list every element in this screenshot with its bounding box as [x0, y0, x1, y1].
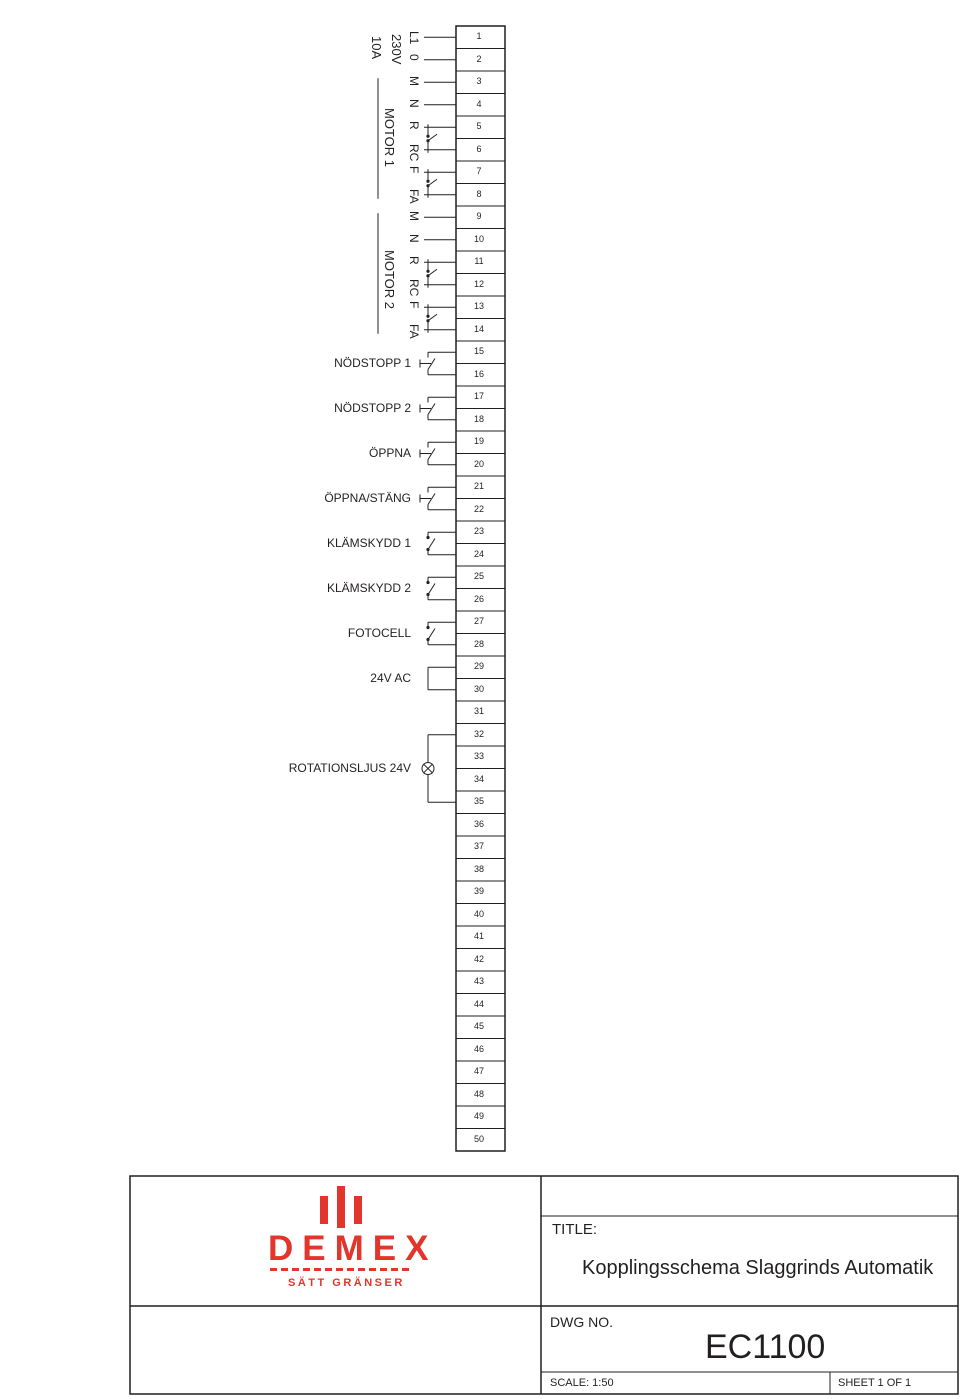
terminal-number: 22 — [473, 503, 484, 514]
terminal-number: 19 — [473, 436, 484, 447]
terminal-number: 1 — [476, 31, 482, 42]
device-label: ÖPPNA/STÄNG — [324, 490, 411, 505]
relay-contact-blade — [428, 134, 437, 141]
wire-label: FA — [407, 323, 421, 339]
terminal-number: 50 — [473, 1133, 484, 1144]
terminal-number: 13 — [473, 301, 484, 312]
relay-contact-dot — [426, 274, 429, 277]
terminal-number: 21 — [473, 481, 484, 492]
wires — [424, 37, 456, 802]
terminal-number: 32 — [473, 728, 484, 739]
logo-tagline: SÄTT GRÄNSER — [288, 1277, 405, 1289]
terminal-number: 48 — [473, 1088, 484, 1099]
terminal-number: 16 — [473, 368, 484, 379]
title-block-outline — [130, 1176, 958, 1394]
terminal-number: 28 — [473, 638, 484, 649]
wire-label: M — [407, 76, 421, 87]
terminal-number: 11 — [474, 256, 484, 267]
terminal-number: 44 — [473, 998, 484, 1009]
switch-blade — [428, 629, 435, 640]
motor1-group-label: MOTOR 1 — [382, 108, 397, 167]
contact-dot — [426, 548, 429, 551]
wire-label: FA — [407, 188, 421, 204]
supply-voltage-label: 230V — [389, 34, 404, 65]
relay-contact-dot — [426, 180, 429, 183]
terminal-number: 36 — [473, 818, 484, 829]
title-label: TITLE: — [552, 1221, 598, 1238]
device-label: NÖDSTOPP 1 — [334, 355, 411, 370]
terminal-number: 8 — [476, 188, 482, 199]
terminal-number: 29 — [473, 661, 484, 672]
terminal-number: 31 — [473, 706, 484, 717]
terminal-number: 7 — [476, 166, 482, 177]
device-label: ROTATIONSLJUS 24V — [288, 760, 411, 775]
logo-bar — [354, 1196, 362, 1224]
drawing-title: Kopplingsschema Slaggrinds Automatik — [582, 1257, 934, 1279]
terminal-number: 41 — [473, 931, 484, 942]
scale-label: SCALE: 1:50 — [550, 1377, 614, 1389]
terminal-number: 37 — [473, 841, 484, 852]
terminal-number: 10 — [473, 233, 484, 244]
terminal-number: 12 — [473, 278, 484, 289]
logo-bar — [320, 1196, 328, 1224]
contact-dot — [426, 638, 429, 641]
wire-label: F — [407, 301, 421, 309]
relay-contact-blade — [428, 314, 437, 321]
motor2-group-label: MOTOR 2 — [382, 250, 397, 309]
dwg-no-label: DWG NO. — [550, 1314, 613, 1330]
switch-blade — [428, 539, 435, 550]
terminal-number: 3 — [476, 76, 482, 87]
device-label: NÖDSTOPP 2 — [334, 400, 411, 415]
terminal-number: 4 — [476, 98, 482, 109]
terminal-number: 35 — [473, 796, 484, 807]
device-label: FOTOCELL — [347, 625, 411, 640]
relay-contact-blade — [428, 269, 437, 276]
terminal-number: 15 — [473, 346, 484, 357]
wire-label: M — [407, 211, 421, 222]
wire-label: L1 — [407, 31, 421, 45]
contact-dot — [426, 593, 429, 596]
contact-dot — [426, 581, 429, 584]
device-label: ÖPPNA — [368, 445, 411, 460]
terminal-number: 38 — [473, 863, 484, 874]
terminal-number: 25 — [473, 571, 484, 582]
terminal-number: 49 — [473, 1111, 484, 1122]
terminal-number: 33 — [473, 751, 484, 762]
wire-label: F — [407, 166, 421, 174]
wire-label: R — [407, 121, 421, 130]
terminal-number: 47 — [473, 1066, 484, 1077]
terminal-number: 14 — [473, 323, 484, 334]
terminal-number: 43 — [473, 976, 484, 987]
wire-label: RC — [407, 278, 421, 297]
terminal-number: 34 — [473, 773, 484, 784]
device-label: KLÄMSKYDD 2 — [326, 580, 411, 595]
dwg-number: EC1100 — [705, 1328, 826, 1366]
contact-dot — [426, 626, 429, 629]
relay-contact-dot — [426, 184, 429, 187]
terminal-number: 46 — [473, 1043, 484, 1054]
terminal-number: 42 — [473, 953, 484, 964]
terminal-number: 26 — [473, 593, 484, 604]
switch-blade — [428, 584, 435, 595]
relay-contact-dot — [426, 139, 429, 142]
title-block-frame — [130, 1176, 958, 1394]
terminal-number: 40 — [473, 908, 484, 919]
terminal-number: 18 — [473, 413, 484, 424]
terminal-number: 17 — [473, 391, 484, 402]
terminal-number: 23 — [473, 526, 484, 537]
supply-current-label: 10A — [369, 36, 384, 60]
terminal-number: 24 — [473, 548, 484, 559]
contact-dot — [426, 536, 429, 539]
device-label: KLÄMSKYDD 1 — [326, 535, 411, 550]
terminal-number: 9 — [476, 211, 482, 222]
relay-contact-dot — [426, 315, 429, 318]
relay-contact-dot — [426, 270, 429, 273]
wire-label: 0 — [407, 53, 421, 61]
wire-label: N — [407, 233, 421, 243]
terminal-number: 27 — [473, 616, 484, 627]
device-symbols — [378, 63, 437, 803]
sheet-label: SHEET 1 OF 1 — [838, 1377, 912, 1389]
logo-bar — [337, 1186, 345, 1228]
wire-label: R — [407, 256, 421, 265]
terminal-number: 45 — [473, 1021, 484, 1032]
wire-label: N — [407, 98, 421, 108]
terminal-number: 20 — [473, 458, 484, 469]
relay-contact-dot — [426, 319, 429, 322]
terminal-number: 6 — [476, 143, 482, 154]
terminal-number: 30 — [473, 683, 484, 694]
relay-contact-dot — [426, 135, 429, 138]
wire-label: RC — [407, 143, 421, 162]
terminal-number: 5 — [476, 121, 482, 132]
logo-wordmark: DEMEX — [268, 1229, 438, 1268]
device-label: 24V AC — [370, 670, 411, 685]
terminal-number: 2 — [476, 53, 482, 64]
relay-contact-blade — [428, 179, 437, 186]
terminal-number: 39 — [473, 886, 484, 897]
